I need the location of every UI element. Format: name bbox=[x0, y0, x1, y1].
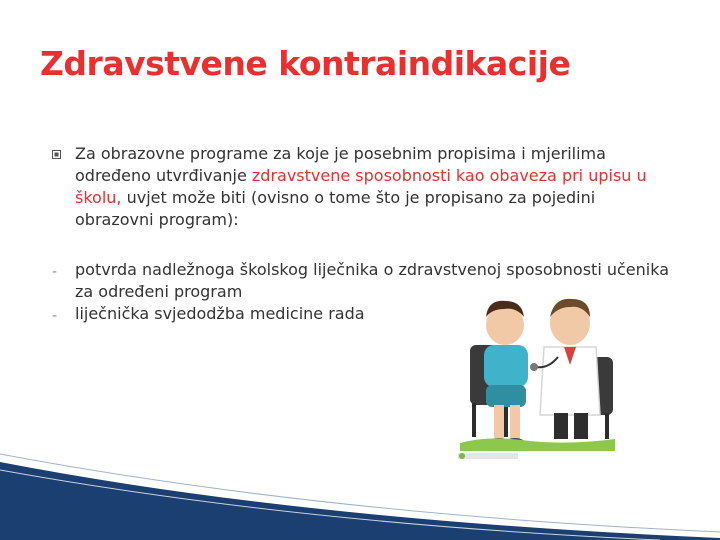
doctor-patient-illustration bbox=[450, 285, 620, 460]
paragraph-text-start: Za obrazovne programe za koje je posebnim propisima i mjerilima određeno utvrđivanje bbox=[75, 144, 606, 185]
list-item-certificate: potvrda nadležnoga školskog liječnika o zdravstvenoj sposobnosti učenika za određeni program bbox=[75, 260, 670, 301]
list-dash: - bbox=[52, 264, 58, 280]
list-item-medical-certificate: liječnička svjedodžba medicine rada bbox=[75, 304, 365, 323]
paragraph-highlight: zdravstvene sposobnosti kao obaveza pri upisu u školu, bbox=[75, 166, 647, 207]
paragraph-text-end: uvjet može biti (ovisno o tome što je propisano za pojedini obrazovni program): bbox=[75, 188, 596, 229]
intro-paragraph bbox=[75, 143, 675, 231]
decorative-ribbon bbox=[0, 440, 720, 540]
square-bullet-icon bbox=[52, 150, 61, 159]
slide-title: Zdravstvene kontraindikacije bbox=[40, 44, 571, 83]
list-dash: - bbox=[52, 308, 58, 324]
